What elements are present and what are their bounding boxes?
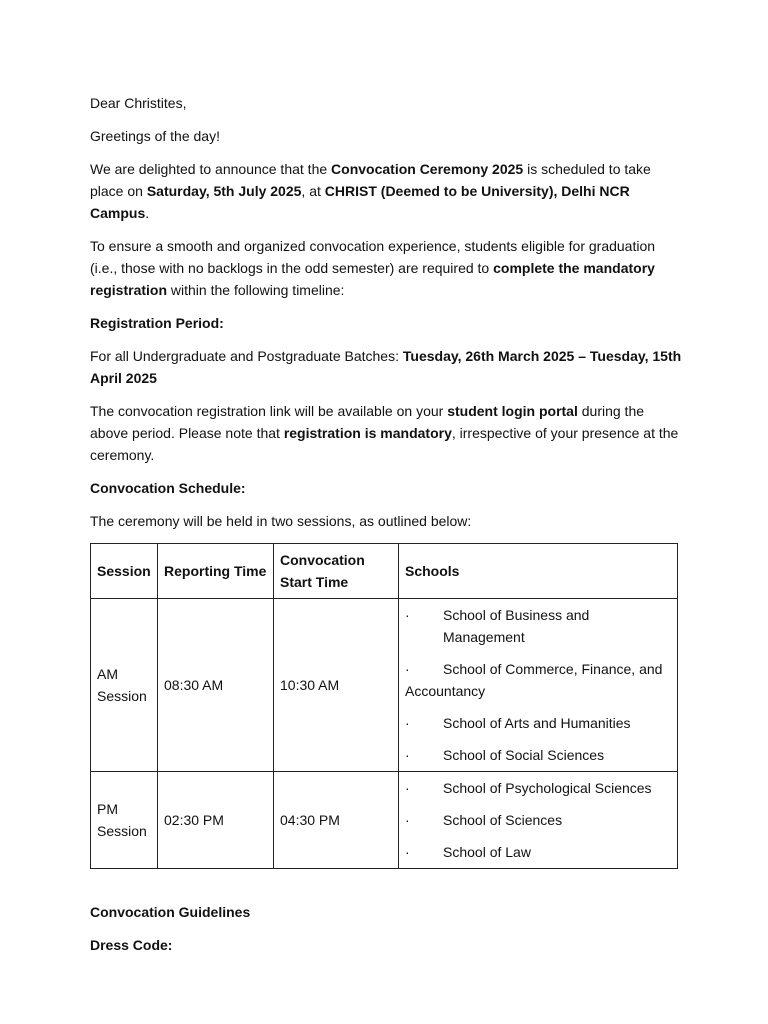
salutation: Dear Christites, [90, 95, 187, 111]
bullet-icon: · [405, 715, 410, 731]
registration-mandatory-text: registration is mandatory [283, 425, 452, 441]
start-time-cell: 10:30 AM [274, 599, 399, 772]
school-name: School of Sciences [443, 812, 563, 828]
header-reporting-time: Reporting Time [158, 544, 274, 599]
bullet-icon: · [405, 607, 410, 623]
header-session: Session [91, 544, 158, 599]
ceremony-name: Convocation Ceremony 2025 [331, 161, 524, 177]
text-run: is scheduled to take place on [90, 161, 651, 199]
schedule-table [90, 543, 678, 869]
start-time-cell: 04:30 PM [274, 772, 399, 869]
announcement-paragraph [90, 158, 686, 224]
school-list-item [405, 653, 671, 707]
school-list-item [405, 599, 671, 653]
registration-dates-paragraph [90, 345, 686, 389]
school-name: School of Law [443, 844, 531, 860]
school-list-item [405, 804, 671, 836]
header-start-time: Convocation Start Time [274, 544, 399, 599]
text-run: We are delighted to announce that the [90, 161, 332, 177]
dress-code-heading: Dress Code: [90, 937, 173, 953]
letter-body [90, 92, 686, 967]
text-run: . [145, 205, 150, 221]
table-row [91, 772, 678, 869]
bullet-icon: · [405, 661, 410, 677]
school-list-item [405, 707, 671, 739]
table-row [91, 599, 678, 772]
text-run: , irrespective of your presence at the ceremony. [90, 425, 679, 463]
school-list-item [405, 739, 671, 771]
school-name: School of Arts and Humanities [443, 715, 631, 731]
registration-paragraph [90, 235, 686, 301]
registration-period-heading: Registration Period: [90, 315, 224, 331]
school-list-item [405, 772, 671, 804]
greeting-line: Greetings of the day! [90, 128, 220, 144]
bullet-icon: · [405, 844, 410, 860]
mandatory-registration-text: complete the mandatory registration [90, 260, 655, 298]
school-name: School of Social Sciences [443, 747, 605, 763]
schedule-heading: Convocation Schedule: [90, 480, 246, 496]
bullet-icon: · [405, 812, 410, 828]
session-cell: AM Session [91, 599, 158, 772]
session-cell: PM Session [91, 772, 158, 869]
school-name: School of Commerce, Finance, and Accountancy [405, 661, 663, 699]
text-run: during the above period. Please note that [90, 403, 645, 441]
text-run: within the following timeline: [167, 282, 345, 298]
schools-cell [399, 599, 678, 772]
text-run: , at [301, 183, 325, 199]
school-name: School of Business and Management [443, 607, 590, 645]
student-portal-text: student login portal [447, 403, 578, 419]
text-run: For all Undergraduate and Postgraduate Batches: [90, 348, 403, 364]
ceremony-date: Saturday, 5th July 2025 [146, 183, 302, 199]
text-run: The convocation registration link will be available on your [90, 403, 448, 419]
portal-paragraph [90, 400, 686, 466]
registration-dates: Tuesday, 26th March 2025 – Tuesday, 15th April 2025 [90, 348, 682, 386]
schedule-intro: The ceremony will be held in two sessions, as outlined below: [90, 513, 472, 529]
bullet-icon: · [405, 780, 410, 796]
reporting-time-cell: 02:30 PM [158, 772, 274, 869]
table-header-row [91, 544, 678, 599]
guidelines-heading: Convocation Guidelines [90, 904, 251, 920]
school-list-item [405, 836, 671, 868]
school-name: School of Psychological Sciences [443, 780, 652, 796]
bullet-icon: · [405, 747, 410, 763]
ceremony-venue: CHRIST (Deemed to be University), Delhi NCR Campus [90, 183, 630, 221]
schools-cell [399, 772, 678, 869]
header-schools: Schools [399, 544, 678, 599]
reporting-time-cell: 08:30 AM [158, 599, 274, 772]
text-run: To ensure a smooth and organized convocation experience, students eligible for graduation (i.e., those with no backlogs in the odd semester) are required to [90, 238, 656, 276]
